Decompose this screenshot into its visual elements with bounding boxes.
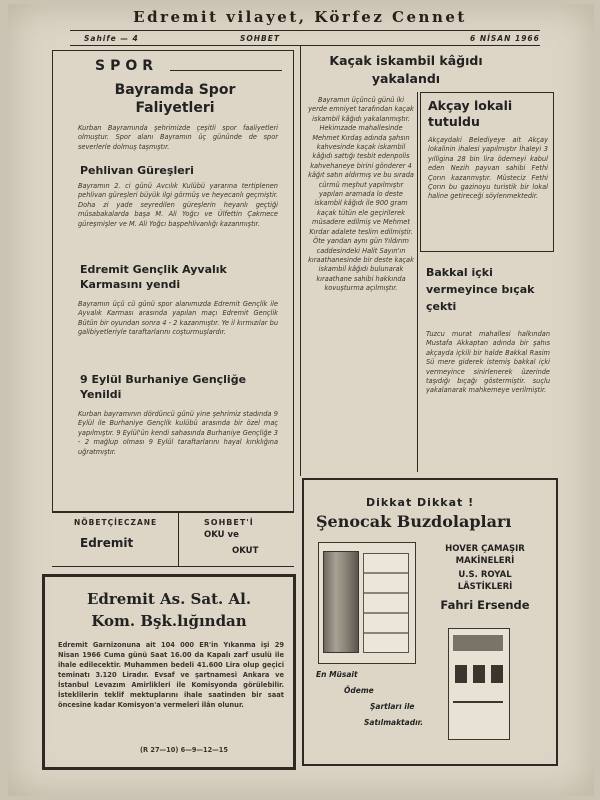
washing-machine-panel	[453, 635, 503, 651]
bakkal-text: Tuzcu murat mahallesi halkından Mustafa Akkaptan adında bir şahıs akçayda içkili bir halde Bakkal Rasim Sü mere giderek istemiş bakkal içki vermeyince sinirlenerek üzerinde taşıdığı bıçağı göstermiştir. suçlu yakalanarak mahkemeye verilmiştir.	[426, 330, 550, 395]
ad-terms-3: Şartları ile	[370, 702, 415, 711]
spor-sub-pehlivan: Pehlivan Güreşleri	[80, 164, 194, 177]
refrigerator-door	[323, 551, 359, 653]
header-rule	[70, 45, 540, 46]
sohbet-line2: OKUT	[232, 546, 259, 556]
spor-text-genclik: Bayramın üçü cü günü spor alanımızda Edremit Gençlik ile Ayvalık Karması arasında yapılan maçı Edremit Gençlik Bütün bir oyundan sonra 4 - 2 kazanmıştır. Ye il kırmızılar bu galibiyetleriyle taraftarlarını coşturmuşlardır.	[78, 300, 278, 337]
akcay-text: Akçaydaki Belediyeye ait Akçay lokalinin ihalesi yapılmıştır İhaleyi 3 yılligina 28 bin lira ödemeyi kabul eden Nezih payvan sahibi Fethi Çorın kazanmıştır. Müsteciz Fethi Çorın bu gazinoyu turistik bir lokal haline getireceği söylenmektedir.	[428, 136, 548, 201]
masthead-title: Edremit vilayet, Körfez Cennet	[133, 8, 467, 26]
spor-sub-genclik: Edremit Gençlik Ayvalık Karmasını yendi	[80, 263, 227, 291]
washing-machine-knob-3	[491, 665, 503, 683]
ad-product-1: HOVER ÇAMAŞIR	[445, 544, 525, 554]
column-divider	[300, 46, 301, 476]
ihale-headline-2: Kom. Bşk.lığından	[91, 612, 247, 630]
ad-product-4: LÂSTİKLERİ	[457, 582, 513, 592]
nobet-divider	[178, 512, 179, 566]
sohbet-label: SOHBET'İ	[204, 518, 254, 527]
ad-terms-1: En Müsait	[316, 670, 358, 679]
ad-product-2: MAKİNELERİ	[455, 556, 515, 566]
spor-text-pehlivan: Bayramın 2. ci günü Avcılık Kulübü yararına tertiplenen pehlivan güreşleri büyük ilgi görmüş ve heyecanlı geçmiştir. Doha zi yade seyredilen güreşlerin heyanlı geçtiği müsabakalarda başa M. Ali Yoğcı ve Ülfettin Çakmece güreşmişler ve M. Ali Yoğcı başpehlivanlığı kazanmıştır.	[78, 182, 278, 228]
ad-terms-2: Ödeme	[344, 686, 374, 695]
kacak-divider	[417, 92, 418, 472]
nobet-rule-bottom	[52, 566, 294, 567]
nobet-rule-top	[52, 512, 294, 513]
refrigerator-image	[318, 542, 416, 664]
washing-machine-knob-1	[455, 665, 467, 683]
sohbet-line1: OKU ve	[204, 530, 239, 540]
kacak-text: Bayramın üçüncü günü iki yerde emniyet tarafından kaçak iskambil kâğıdı yakalanmıştır. Hekimzade mahallesinde Mehmet Kırdaş adında şahsın kahvesinde kaçak iskambil kâğıdı sattığı tesbit edenpolis kahvehaneye birini gönderer 4 kâğıt satın aldırmış ve bu sırada cürmü meşhut yapılmıştır yapılan aramada lo deste iskambil kâğıdı ile 900 gram kaçak tütün ele geçirilerek müsadere edilmiş ve Mehmet Kırdar adalete teslim edilmiştir. Öte yandan aynı gün Yıldırım caddesindeki Halit Sayın'ın kıraathanesinde bir deste kaçak iskambil kâğıdı bulunarak kıraathane sahibi hakkında kovuşturma açılmıştır.	[308, 96, 414, 293]
spor-text-eylul: Kurban bayramının dördüncü günü yine şehrimiz stadında 9 Eylül ile Burhaniye Gençlik kulübü arasında bir özel maç yapılmıştır. 9 Eylül'ün kendi sahasında Burhaniye Gençliğe 3 - 2 mağlup olması 9 Eylül taraftarlarını hayal kırıklığına uğratmıştır.	[78, 410, 278, 456]
akcay-headline: Akçay lokali tutuldu	[428, 98, 513, 129]
spor-intro: Kurban Bayramında şehrimizde çeşitli spor faaliyetleri olmuştur. Spor alanı Bayramın üç gününde de spor severlerle dolmuş taşmıştır.	[78, 124, 278, 151]
ad-terms-4: Satılmaktadır.	[364, 718, 424, 727]
bakkal-headline: Bakkal içki vermeyince bıçak çekti	[426, 266, 535, 313]
kacak-headline: Kaçak iskambil kâğıdı yakalandı	[329, 53, 483, 86]
ad-attention: Dikkat Dikkat !	[366, 496, 475, 509]
ihale-code: (R 27—10) 6—9—12—15	[140, 746, 228, 754]
issue-date: 6 NİSAN 1966	[470, 34, 540, 43]
spor-label-rule	[170, 70, 282, 71]
ihale-headline-1: Edremit As. Sat. Al.	[86, 590, 252, 608]
washing-machine-trim	[453, 701, 503, 703]
masthead-rule	[70, 30, 540, 31]
nobet-label: NÖBETÇİECZANE	[74, 518, 158, 527]
washing-machine-image	[448, 628, 510, 740]
ad-brand: Şenocak Buzdolapları	[316, 512, 512, 531]
washing-machine-knob-2	[473, 665, 485, 683]
section-name: SOHBET	[240, 34, 281, 43]
ihale-text: Edremit Garnizonuna ait 104 000 ER'in Yıkanma işi 29 Nisan 1966 Cuma günü Saat 16.00 da Kapalı zarf usulü ile ihale edilecektir. Muhammen bedeli 41.600 Lira olup geçici teminatı 3.120 Liradır. Evsaf ve şartnamesi Ankara ve İstanbul Levazım Amirlikleri ile Komisyonda görülebilir. İsteklilerin teklif mektuplarını ihale saatinden bir saat öncesine kadar Komisyon'a vermeleri ilân olunur.	[58, 641, 284, 709]
spor-sub-eylul: 9 Eylül Burhaniye Gençliğe Yenildi	[80, 373, 247, 401]
page-number: Sahife — 4	[84, 34, 139, 43]
ad-product-3: U.S. ROYAL	[458, 570, 512, 580]
ad-dealer: Fahri Ersende	[440, 598, 530, 612]
nobet-value: Edremit	[80, 536, 134, 550]
spor-headline: Bayramda Spor Faliyetleri	[114, 82, 236, 116]
spor-section-label: SPOR	[95, 58, 159, 74]
refrigerator-shelves	[363, 553, 409, 653]
